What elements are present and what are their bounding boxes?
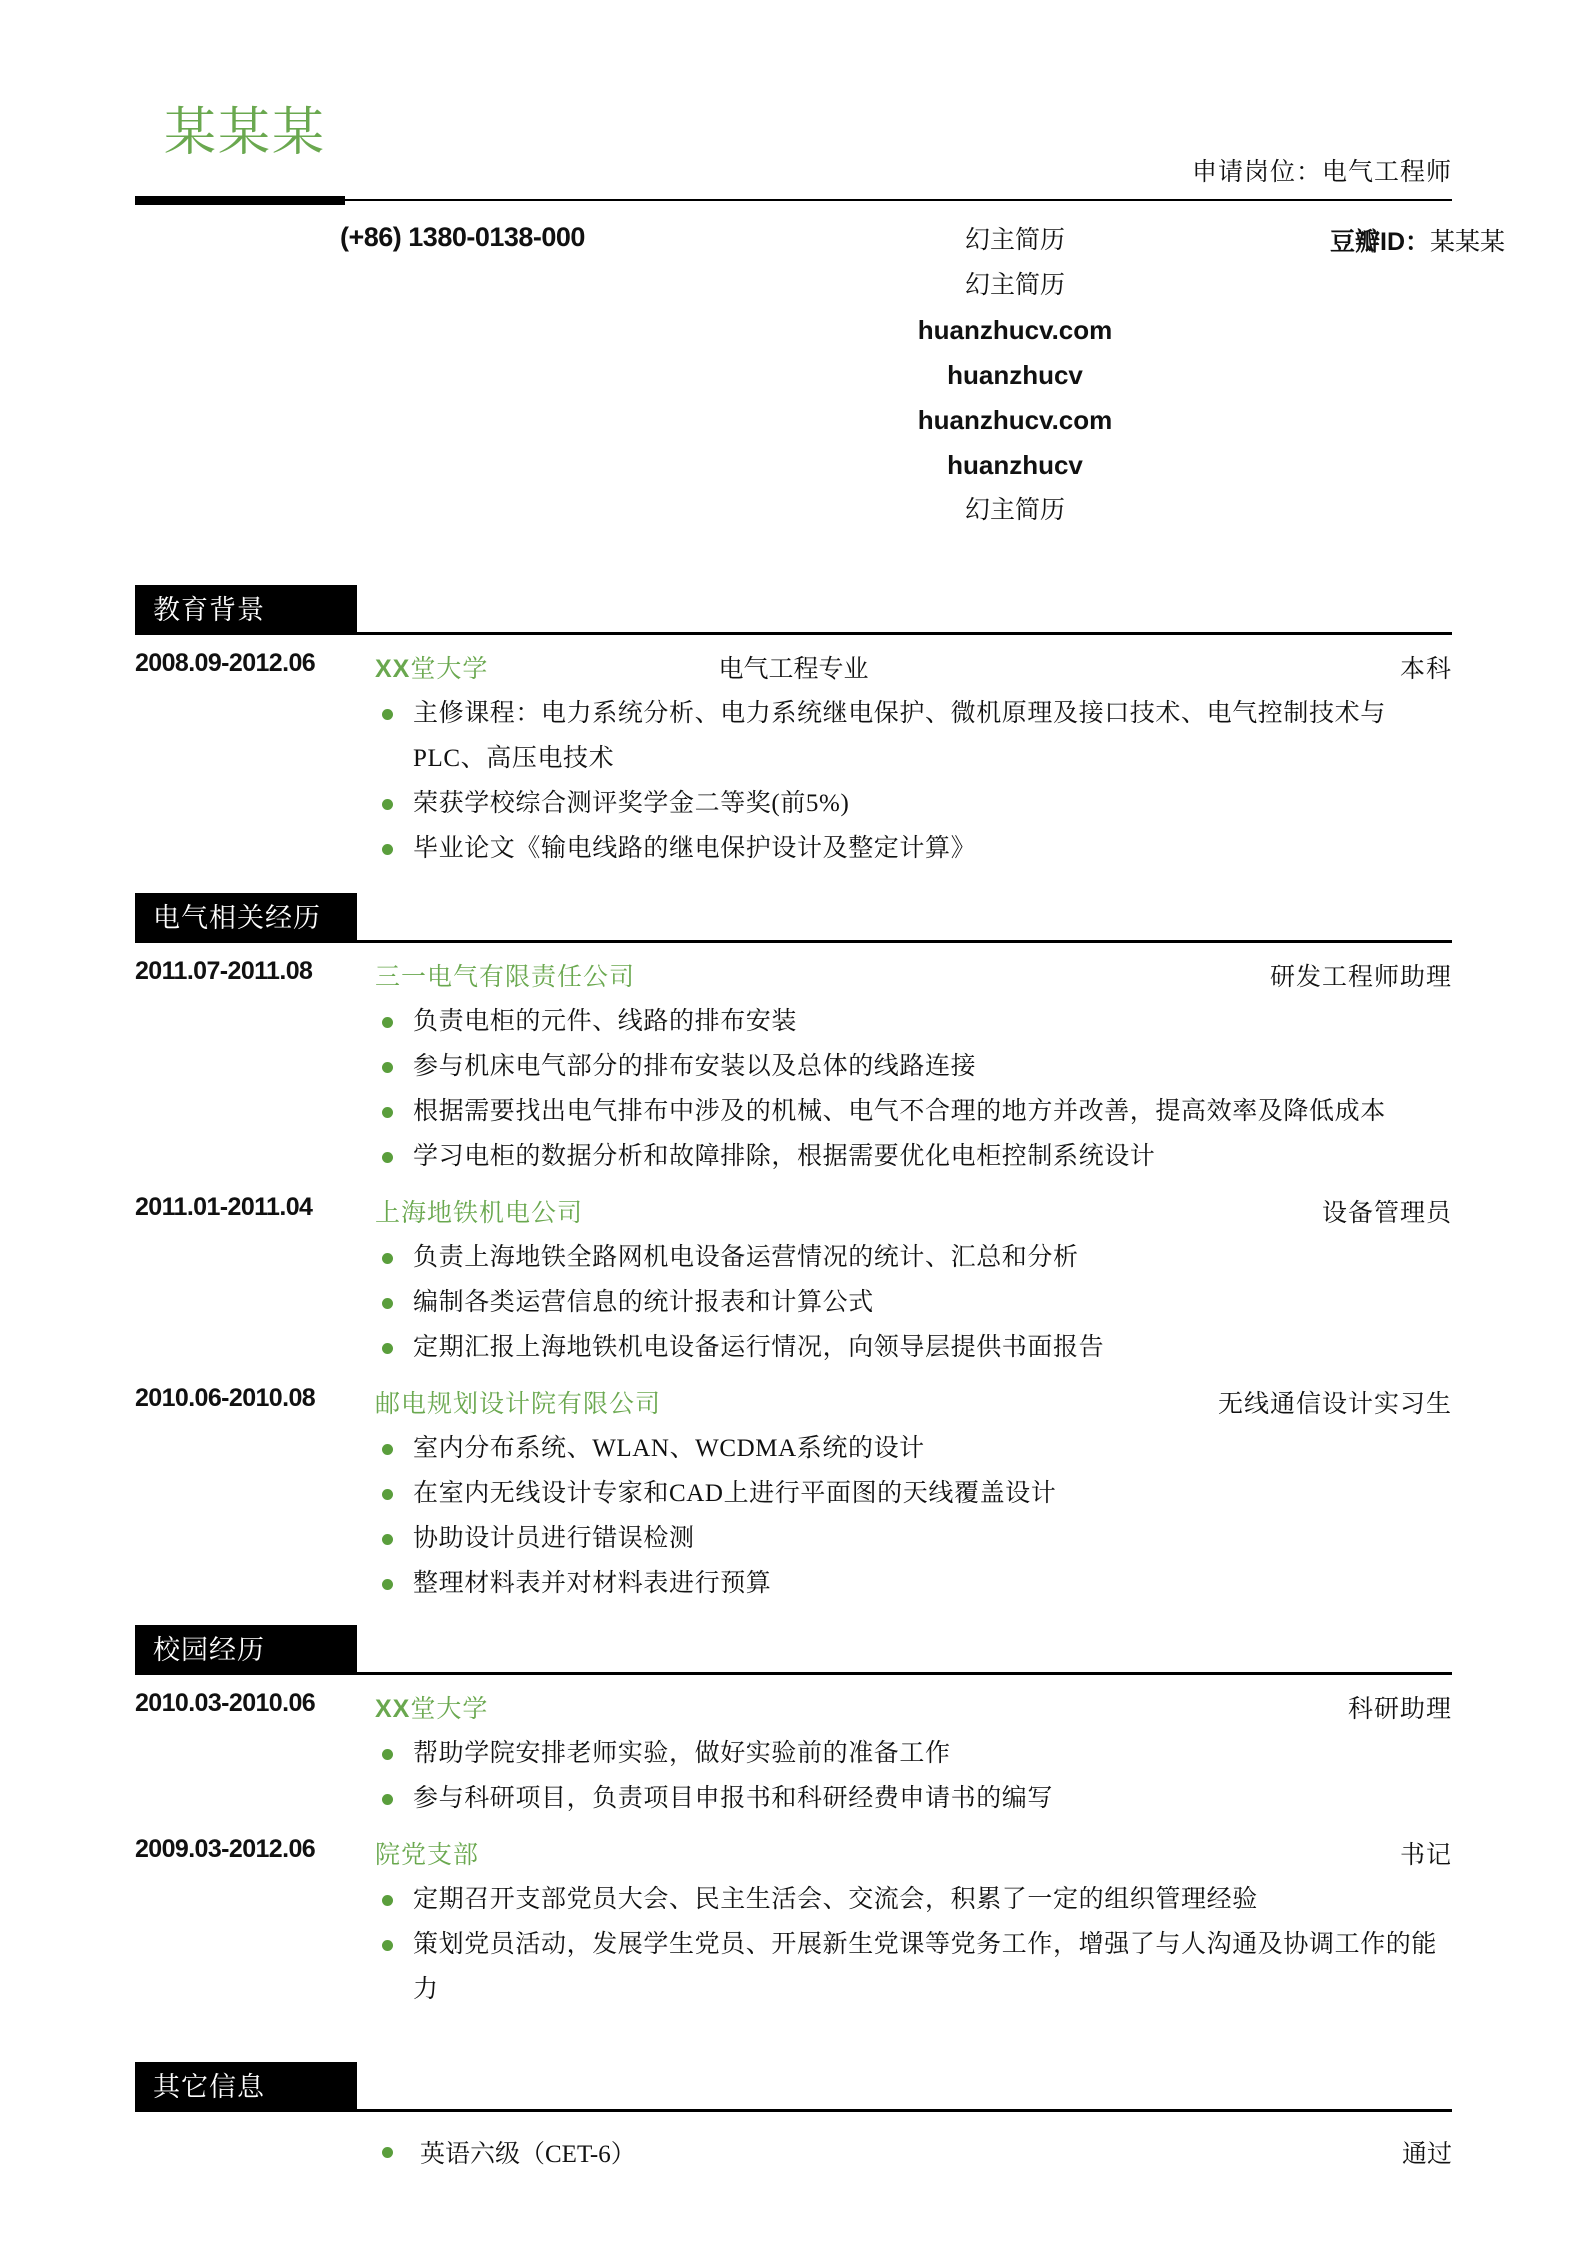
page-title: 某某某 <box>164 105 327 162</box>
section-rule <box>357 2109 1452 2112</box>
section-title: 电气相关经历 <box>135 893 357 943</box>
entry-organization-rest: 堂大学 <box>410 656 489 683</box>
list-item: 协助设计员进行错误检测 <box>380 1516 1452 1561</box>
contact-lines <box>695 218 1335 533</box>
other-info-value: 通过 <box>1401 2141 1452 2168</box>
entry-header-row <box>135 1689 1452 1729</box>
entry-organization: 三一电气有限责任公司 <box>375 964 636 991</box>
section-header-electrical <box>135 893 1452 943</box>
entry-organization: 院党支部 <box>375 1842 480 1869</box>
contact-block <box>135 218 1506 538</box>
entry-role: 无线通信设计实习生 <box>1217 1391 1452 1418</box>
entry-degree: 本科 <box>1399 656 1452 683</box>
resume-header <box>135 0 1452 186</box>
list-item: 主修课程：电力系统分析、电力系统继电保护、微机原理及接口技术、电气控制技术与PLC、高压电技术 <box>380 691 1452 781</box>
douban-id-value: 某某某 <box>1430 229 1506 256</box>
list-item: 整理材料表并对材料表进行预算 <box>380 1561 1452 1606</box>
entry-date: 2010.06-2010.08 <box>135 1384 316 1412</box>
list-item: 定期汇报上海地铁机电设备运行情况，向领导层提供书面报告 <box>380 1325 1452 1370</box>
entry-header-row <box>135 649 1452 689</box>
entry-role: 书记 <box>1399 1842 1452 1869</box>
entry-date: 2009.03-2012.06 <box>135 1835 316 1863</box>
experience-entry <box>135 957 1452 1179</box>
section-header-campus <box>135 1625 1452 1675</box>
other-info-row <box>135 2134 1452 2170</box>
list-item: 负责上海地铁全路网机电设备运营情况的统计、汇总和分析 <box>380 1235 1452 1280</box>
list-item: 帮助学院安排老师实验，做好实验前的准备工作 <box>380 1731 1452 1776</box>
experience-entry <box>135 1193 1452 1370</box>
header-divider-thick <box>135 196 345 205</box>
entry-organization <box>375 1689 488 1725</box>
contact-line: huanzhucv <box>947 360 1083 390</box>
entry-header-row <box>135 1835 1452 1875</box>
campus-entry <box>135 1835 1452 2012</box>
contact-line: 幻主简历 <box>964 497 1065 524</box>
entry-organization: 邮电规划设计院有限公司 <box>375 1391 662 1418</box>
contact-line: 幻主简历 <box>964 272 1065 299</box>
section-rule <box>357 632 1452 635</box>
section-rule <box>357 1672 1452 1675</box>
section-electrical-experience <box>135 893 1452 1606</box>
section-title: 其它信息 <box>135 2062 357 2112</box>
section-header-education <box>135 585 1452 635</box>
phone-number: (+86) 1380-0138-000 <box>340 222 585 252</box>
list-item: 室内分布系统、WLAN、WCDMA系统的设计 <box>380 1426 1452 1471</box>
experience-bullets <box>135 1235 1452 1370</box>
entry-organization-prefix: XX <box>375 655 411 683</box>
list-item: 毕业论文《输电线路的继电保护设计及整定计算》 <box>380 826 1452 871</box>
section-title: 校园经历 <box>135 1625 357 1675</box>
entry-date: 2011.01-2011.04 <box>135 1193 313 1221</box>
section-header-other <box>135 2062 1452 2112</box>
entry-header-row <box>135 1384 1452 1424</box>
list-item: 编制各类运营信息的统计报表和计算公式 <box>380 1280 1452 1325</box>
list-item: 荣获学校综合测评奖学金二等奖(前5%) <box>380 781 1452 826</box>
entry-organization-prefix: XX <box>375 1695 411 1723</box>
section-rule <box>357 940 1452 943</box>
entry-role: 研发工程师助理 <box>1269 964 1452 991</box>
campus-entry <box>135 1689 1452 1821</box>
list-item: 参与科研项目，负责项目申报书和科研经费申请书的编写 <box>380 1776 1452 1821</box>
douban-id <box>1330 222 1505 258</box>
entry-role: 科研助理 <box>1347 1696 1452 1723</box>
list-item: 根据需要找出电气排布中涉及的机械、电气不合理的地方并改善，提高效率及降低成本 <box>380 1089 1452 1134</box>
experience-entry <box>135 1384 1452 1606</box>
experience-bullets <box>135 1426 1452 1606</box>
header-divider <box>135 196 1452 205</box>
list-item: 策划党员活动，发展学生党员、开展新生党课等党务工作，增强了与人沟通及协调工作的能力 <box>380 1922 1452 2012</box>
contact-line: huanzhucv.com <box>917 315 1113 345</box>
contact-line: huanzhucv <box>947 450 1083 480</box>
education-entry <box>135 649 1452 871</box>
section-title: 教育背景 <box>135 585 357 635</box>
entry-date: 2008.09-2012.06 <box>135 649 316 677</box>
entry-date: 2011.07-2011.08 <box>135 957 313 985</box>
list-item: 参与机床电气部分的排布安装以及总体的线路连接 <box>380 1044 1452 1089</box>
applied-position: 申请岗位：电气工程师 <box>1191 159 1452 186</box>
entry-date: 2010.03-2010.06 <box>135 1689 316 1717</box>
campus-bullets <box>135 1877 1452 2012</box>
entry-organization: 上海地铁机电公司 <box>375 1200 584 1227</box>
section-campus-experience <box>135 1625 1452 2012</box>
list-item: 在室内无线设计专家和CAD上进行平面图的天线覆盖设计 <box>380 1471 1452 1516</box>
experience-bullets <box>135 999 1452 1179</box>
campus-bullets <box>135 1731 1452 1821</box>
entry-header-row <box>135 957 1452 997</box>
douban-id-label: 豆瓣ID： <box>1330 228 1431 256</box>
list-item: 负责电柜的元件、线路的排布安装 <box>380 999 1452 1044</box>
list-item: 学习电柜的数据分析和故障排除，根据需要优化电柜控制系统设计 <box>380 1134 1452 1179</box>
entry-major: 电气工程专业 <box>718 656 869 683</box>
section-other-info <box>135 2062 1452 2170</box>
entry-role: 设备管理员 <box>1321 1200 1452 1227</box>
education-bullets <box>135 691 1452 871</box>
other-info-label: 英语六级（CET-6） <box>380 2134 636 2170</box>
entry-header-row <box>135 1193 1452 1233</box>
section-education <box>135 585 1452 871</box>
entry-organization-rest: 堂大学 <box>410 1696 489 1723</box>
list-item: 定期召开支部党员大会、民主生活会、交流会，积累了一定的组织管理经验 <box>380 1877 1452 1922</box>
contact-line: huanzhucv.com <box>917 405 1113 435</box>
contact-line: 幻主简历 <box>964 227 1065 254</box>
